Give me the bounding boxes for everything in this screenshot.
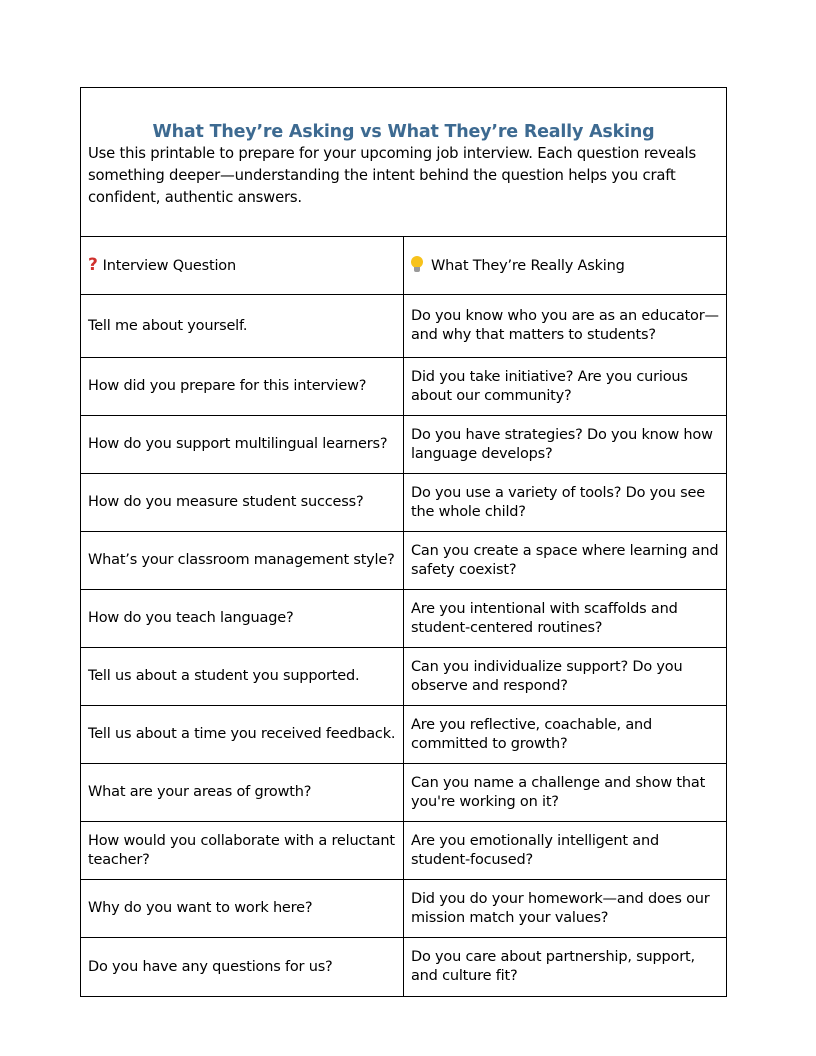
really-asking-cell: Did you take initiative? Are you curious about our community?	[404, 358, 727, 416]
really-asking-cell: Do you use a variety of tools? Do you see the whole child?	[404, 474, 727, 532]
table-row	[81, 822, 727, 880]
table-row	[81, 358, 727, 416]
really-asking-cell: Are you emotionally intelligent and student-focused?	[404, 822, 727, 880]
really-asking-cell: Do you have strategies? Do you know how language develops?	[404, 416, 727, 474]
really-asking-cell: Do you care about partnership, support, and culture fit?	[404, 938, 727, 997]
table-row	[81, 590, 727, 648]
table-row	[81, 706, 727, 764]
really-asking-cell: Are you intentional with scaffolds and student-centered routines?	[404, 590, 727, 648]
intro-paragraph: Use this printable to prepare for your upcoming job interview. Each question reveals something deeper—understanding the intent behind the question helps you craft confident, authentic answers.	[88, 145, 696, 206]
question-cell: How do you teach language?	[81, 590, 404, 648]
table-row	[81, 416, 727, 474]
really-asking-cell: Can you individualize support? Do you observe and respond?	[404, 648, 727, 706]
column-header-label: What They’re Really Asking	[431, 257, 625, 274]
question-cell: Tell us about a time you received feedback.	[81, 706, 404, 764]
question-cell: Tell me about yourself.	[81, 295, 404, 358]
table-row	[81, 880, 727, 938]
column-header-question	[81, 237, 404, 295]
question-cell: How did you prepare for this interview?	[81, 358, 404, 416]
really-asking-cell: Can you create a space where learning and safety coexist?	[404, 532, 727, 590]
column-header-label: Interview Question	[102, 257, 236, 274]
really-asking-cell: Do you know who you are as an educator—and why that matters to students?	[404, 295, 727, 358]
question-mark-icon: ?	[88, 254, 98, 275]
question-cell: Tell us about a student you supported.	[81, 648, 404, 706]
question-cell: How would you collaborate with a reluctant teacher?	[81, 822, 404, 880]
table-row	[81, 474, 727, 532]
question-cell: Why do you want to work here?	[81, 880, 404, 938]
really-asking-cell: Are you reflective, coachable, and committed to growth?	[404, 706, 727, 764]
column-header-really	[404, 237, 727, 295]
header-row	[81, 88, 727, 237]
question-cell: How do you measure student success?	[81, 474, 404, 532]
really-asking-cell: Did you do your homework—and does our mission match your values?	[404, 880, 727, 938]
question-cell: What’s your classroom management style?	[81, 532, 404, 590]
really-asking-cell: Can you name a challenge and show that you're working on it?	[404, 764, 727, 822]
interview-prep-table	[80, 87, 727, 997]
column-header-row	[81, 237, 727, 295]
table-row	[81, 938, 727, 997]
page-title: What They’re Asking vs What They’re Really Asking	[152, 122, 655, 142]
light-bulb-icon	[411, 256, 423, 273]
table-row	[81, 648, 727, 706]
table-row	[81, 295, 727, 358]
header-cell	[81, 88, 727, 237]
table-row	[81, 532, 727, 590]
table-row	[81, 764, 727, 822]
question-cell: How do you support multilingual learners?	[81, 416, 404, 474]
question-cell: What are your areas of growth?	[81, 764, 404, 822]
question-cell: Do you have any questions for us?	[81, 938, 404, 997]
